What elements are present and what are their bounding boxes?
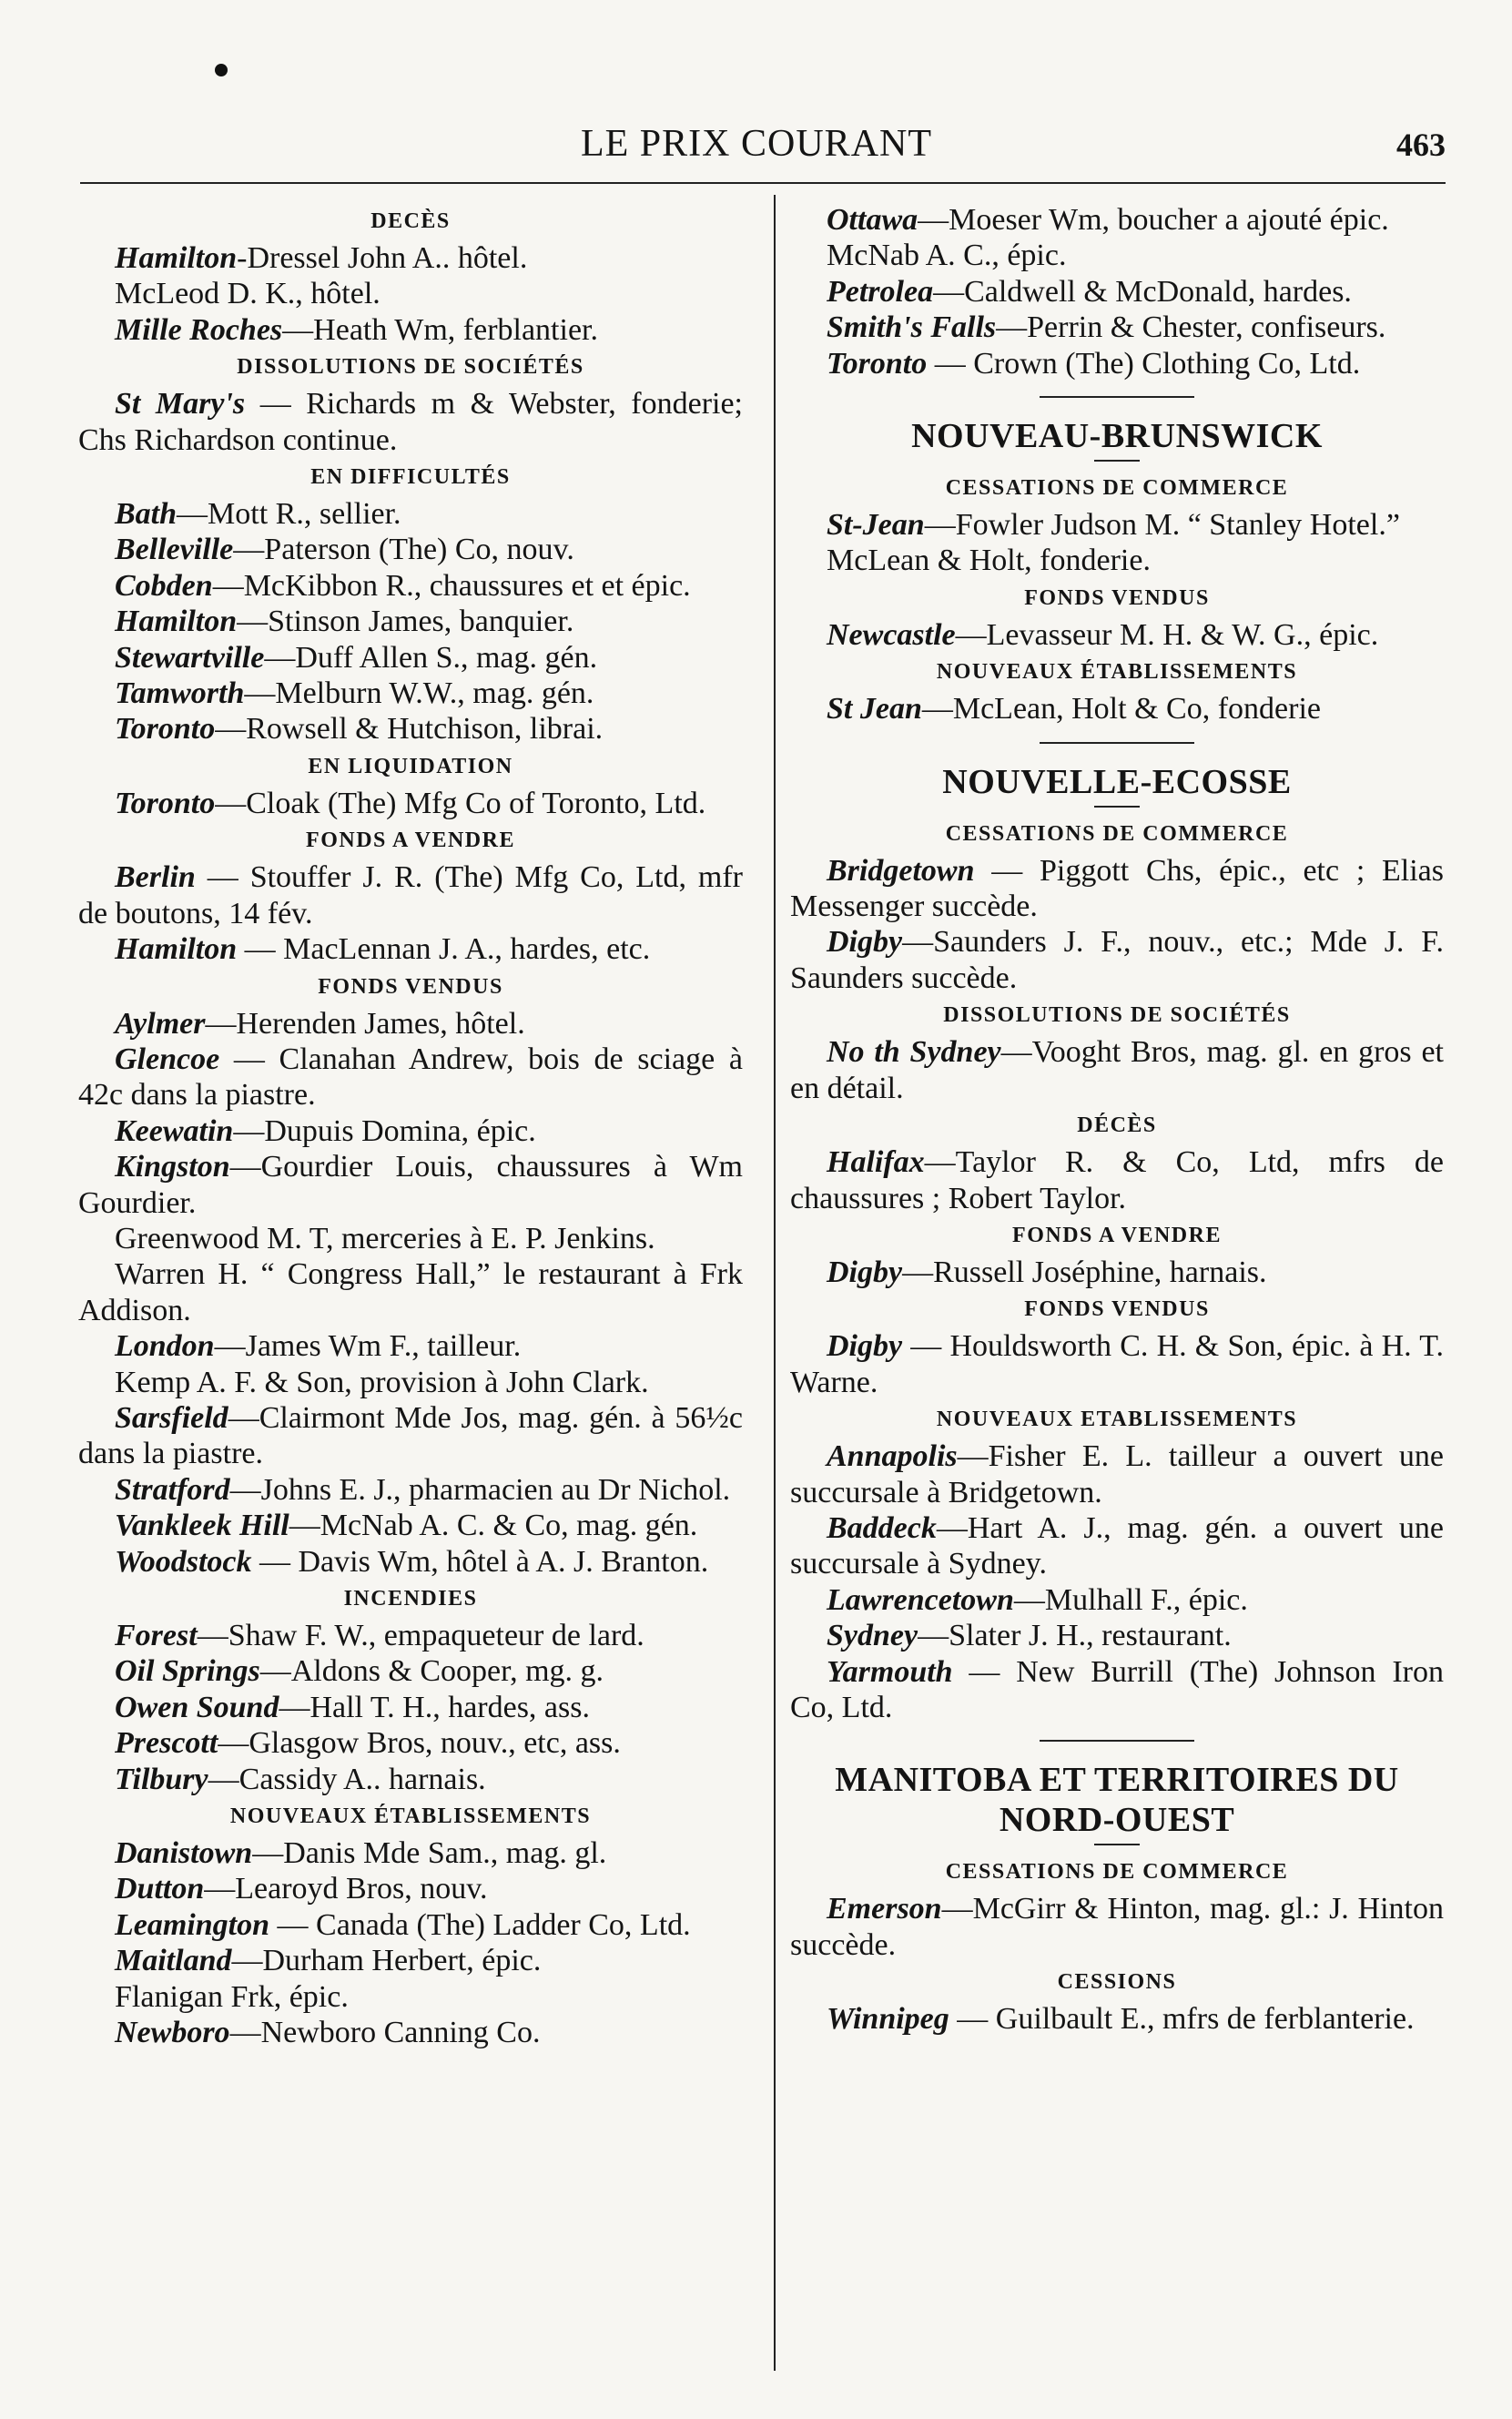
notice-entry — [78, 1871, 743, 1906]
ink-dot — [215, 64, 228, 76]
place-name: St-Jean — [827, 508, 925, 543]
notice-text: —McNab A. C. & Co, mag. gén. — [289, 1509, 698, 1543]
place-name: Halifax — [827, 1145, 925, 1180]
notice-entry — [790, 1255, 1444, 1290]
notice-text: — Crown (The) Clothing Co, Ltd. — [927, 346, 1361, 381]
section-heading: NOUVEAUX ÉTABLISSEMENTS — [936, 660, 1298, 685]
notice-entry — [78, 1653, 743, 1689]
place-name: Digby — [827, 1255, 903, 1289]
notice-entry — [790, 1034, 1444, 1106]
place-name: Tamworth — [115, 676, 245, 711]
notice-text: —Perrin & Chester, confiseurs. — [996, 310, 1386, 345]
place-name: Keewatin — [115, 1113, 234, 1148]
notice-entry — [78, 676, 743, 711]
notice-text: —Mott R., sellier. — [177, 497, 401, 532]
notice-text: —James Wm F., tailleur. — [214, 1329, 522, 1364]
notice-entry — [78, 604, 743, 639]
left-column — [78, 202, 743, 2050]
notice-text: —McGirr & Hinton, mag. gl.: J. Hinton succède. — [790, 1892, 1444, 1962]
section-heading: FONDS VENDUS — [318, 974, 503, 999]
notice-text: —Shaw F. W., empaqueteur de lard. — [197, 1619, 644, 1652]
notice-entry — [78, 711, 743, 747]
notice-entry — [78, 1618, 743, 1653]
place-name: Vankleek Hill — [115, 1509, 289, 1543]
notice-text: — Davis Wm, hôtel à A. J. Branton. — [251, 1544, 709, 1579]
notice-entry — [790, 1438, 1444, 1510]
notice-text: —Mulhall F., épic. — [1013, 1582, 1248, 1617]
notice-text: —Herenden James, hôtel. — [205, 1006, 525, 1041]
section-rule — [1040, 1740, 1194, 1742]
notice-text: —Johns E. J., pharmacien au Dr Nichol. — [229, 1472, 731, 1507]
place-name: Hamilton — [115, 932, 238, 967]
place-name: Baddeck — [827, 1510, 937, 1545]
notice-text: —Learoyd Bros, nouv. — [204, 1872, 488, 1906]
notice-entry — [78, 240, 743, 276]
place-name: Digby — [827, 1329, 903, 1364]
notice-entry — [790, 691, 1444, 727]
section-heading: FONDS VENDUS — [1024, 1297, 1210, 1322]
notice-entry — [790, 1510, 1444, 1582]
notice-text: —Newboro Canning Co. — [229, 2016, 541, 2050]
section-heading: FONDS A VENDRE — [1012, 1223, 1222, 1247]
column-separator — [774, 195, 776, 2371]
notice-text: — New Burrill (The) Johnson Iron Co, Ltd. — [790, 1654, 1444, 1724]
section-heading: FONDS A VENDRE — [306, 828, 515, 853]
notice-entry — [790, 2001, 1444, 2037]
place-name: Maitland — [115, 1944, 232, 1978]
place-name: Bridgetown — [827, 853, 975, 888]
notice-text: —Duff Allen S., mag. gén. — [264, 640, 598, 675]
notice-entry — [78, 1762, 743, 1797]
notice-text: — Guilbault E., mfrs de ferblanterie. — [949, 2002, 1415, 2037]
section-heading: CESSATIONS DE COMMERCE — [945, 476, 1289, 501]
heading-rule — [1094, 806, 1140, 808]
notice-text: —Durham Herbert, épic. — [231, 1944, 542, 1978]
region-heading: MANITOBA ET TERRITOIRES DU NORD-OUEST — [835, 1761, 1399, 1840]
place-name: Prescott — [115, 1726, 218, 1761]
place-name: Newcastle — [827, 617, 956, 652]
notice-entry — [78, 1835, 743, 1871]
notice-entry — [790, 617, 1444, 653]
notice-text: —Paterson (The) Co, nouv. — [233, 533, 574, 567]
place-name: Ottawa — [827, 203, 918, 237]
notice-text: McLean & Holt, fonderie. — [827, 544, 1151, 578]
section-heading: DISSOLUTIONS DE SOCIÉTÉS — [237, 355, 584, 380]
notice-entry — [790, 274, 1444, 310]
notice-entry — [78, 1725, 743, 1761]
notice-text: — Canada (The) Ladder Co, Ltd. — [269, 1907, 691, 1942]
notice-entry — [78, 1113, 743, 1149]
notice-entry — [790, 1891, 1444, 1963]
notice-entry — [790, 202, 1444, 238]
notice-entry — [78, 312, 743, 348]
notice-text: —Levasseur M. H. & W. G., épic. — [955, 617, 1379, 652]
place-name: Annapolis — [827, 1439, 958, 1474]
place-name: St Jean — [827, 692, 922, 727]
place-name: Smith's Falls — [827, 310, 997, 345]
region-heading: NOUVELLE-ECOSSE — [942, 762, 1292, 801]
notice-entry — [78, 276, 743, 311]
notice-text: —Fowler Judson M. “ Stanley Hotel.” — [924, 508, 1400, 543]
place-name: Cobden — [115, 568, 213, 603]
place-name: Bath — [115, 497, 178, 532]
notice-text: —Dupuis Domina, épic. — [233, 1113, 536, 1148]
notice-text: —Gourdier Louis, chaussures à Wm Gourdier. — [78, 1150, 743, 1220]
heading-rule — [1094, 460, 1140, 462]
notice-entry — [790, 1582, 1444, 1618]
place-name: Lawrencetown — [827, 1582, 1014, 1617]
place-name: Stewartville — [115, 640, 265, 675]
notice-text: —Caldwell & McDonald, hardes. — [933, 274, 1352, 309]
notice-entry — [78, 1256, 743, 1328]
place-name: Hamilton — [115, 241, 238, 275]
notice-text: —Melburn W.W., mag. gén. — [244, 676, 594, 711]
place-name: Woodstock — [115, 1544, 252, 1579]
notice-text: — Stouffer J. R. (The) Mfg Co, Ltd, mfr de boutons, 14 fév. — [78, 860, 743, 930]
place-name: Yarmouth — [827, 1654, 953, 1689]
notice-entry — [790, 1328, 1444, 1400]
notice-text: —Aldons & Cooper, mg. g. — [259, 1654, 604, 1689]
notice-text: -Dressel John A.. hôtel. — [237, 241, 528, 275]
page-number: 463 — [1396, 127, 1446, 163]
place-name: Mille Roches — [115, 312, 283, 347]
place-name: Toronto — [115, 786, 216, 820]
notice-text: — Houldsworth C. H. & Son, épic. à H. T. Warne. — [790, 1329, 1444, 1399]
notice-text: —Russell Joséphine, harnais. — [902, 1255, 1267, 1289]
notice-text: —Slater J. H., restaurant. — [918, 1619, 1232, 1653]
place-name: Winnipeg — [827, 2002, 949, 2037]
notice-entry — [790, 507, 1444, 543]
notice-entry — [78, 640, 743, 676]
place-name: Forest — [115, 1619, 198, 1652]
notice-entry — [78, 386, 743, 458]
notice-entry — [78, 496, 743, 532]
place-name: Newboro — [115, 2016, 230, 2050]
notice-entry — [790, 346, 1444, 381]
notice-text: —Danis Mde Sam., mag. gl. — [252, 1836, 607, 1871]
notice-entry — [790, 238, 1444, 273]
notice-text: —Glasgow Bros, nouv., etc, ass. — [218, 1726, 621, 1761]
notice-text: Kemp A. F. & Son, provision à John Clark. — [115, 1365, 649, 1399]
notice-entry — [790, 310, 1444, 345]
section-heading: DECÈS — [370, 209, 451, 233]
heading-rule — [1094, 1844, 1140, 1845]
notice-text: —Cloak (The) Mfg Co of Toronto, Ltd. — [215, 786, 706, 820]
notice-text: —Hall T. H., hardes, ass. — [279, 1690, 590, 1724]
place-name: Dutton — [115, 1872, 205, 1906]
notice-text: —Moeser Wm, boucher a ajouté épic. — [918, 203, 1389, 237]
notice-text: Warren H. “ Congress Hall,” le restaurant à Frk Addison. — [78, 1257, 743, 1327]
notice-text: Greenwood M. T, merceries à E. P. Jenkins. — [115, 1221, 655, 1255]
notice-text: — Clanahan Andrew, bois de sciage à 42c dans la piastre. — [78, 1042, 743, 1113]
notice-entry — [78, 1508, 743, 1543]
section-heading: FONDS VENDUS — [1024, 585, 1210, 610]
section-rule — [1040, 742, 1194, 744]
place-name: Leamington — [115, 1907, 270, 1942]
notice-text: McLeod D. K., hôtel. — [115, 277, 381, 311]
notice-text: —McLean, Holt & Co, fonderie — [921, 692, 1321, 727]
notice-text: —Stinson James, banquier. — [237, 605, 574, 639]
section-heading: CESSIONS — [1057, 1970, 1177, 1995]
notice-entry — [78, 1907, 743, 1943]
notice-text: —Heath Wm, ferblantier. — [282, 312, 598, 347]
place-name: Belleville — [115, 533, 234, 567]
notice-text: —Rowsell & Hutchison, librai. — [215, 712, 604, 747]
notice-text: — Richards m & Webster, fonderie; Chs Richardson continue. — [78, 387, 743, 457]
notice-entry — [78, 1221, 743, 1256]
page-header — [80, 117, 1446, 171]
place-name: Sarsfield — [115, 1400, 228, 1435]
section-heading: NOUVEAUX ÉTABLISSEMENTS — [229, 1804, 592, 1829]
section-heading: EN LIQUIDATION — [308, 754, 513, 778]
notice-entry — [78, 1365, 743, 1400]
section-heading: NOUVEAUX ETABLISSEMENTS — [936, 1408, 1298, 1432]
notice-entry — [790, 924, 1444, 996]
place-name: Petrolea — [827, 274, 934, 309]
place-name: Owen Sound — [115, 1690, 279, 1724]
place-name: St Mary's — [115, 387, 246, 422]
place-name: Danistown — [115, 1836, 253, 1871]
notice-entry — [78, 1042, 743, 1113]
notice-entry — [78, 1690, 743, 1725]
journal-title: LE PRIX COURANT — [581, 123, 933, 165]
notice-entry — [78, 859, 743, 931]
notice-text: — Piggott Chs, épic., etc ; Elias Messenger succède. — [790, 853, 1444, 924]
place-name: No th Sydney — [827, 1035, 1001, 1070]
notice-text: —Taylor R. & Co, Ltd, mfrs de chaussures ; Robert Taylor. — [790, 1145, 1444, 1215]
notice-entry — [78, 2015, 743, 2050]
section-heading: EN DIFFICULTÉS — [310, 465, 511, 490]
header-rule — [80, 182, 1446, 184]
place-name: Berlin — [115, 860, 196, 895]
place-name: Toronto — [115, 712, 216, 747]
notice-text: —Hart A. J., mag. gén. a ouvert une succursale à Sydney. — [790, 1510, 1444, 1581]
notice-entry — [790, 1618, 1444, 1653]
place-name: Hamilton — [115, 605, 238, 639]
notice-text: —McKibbon R., chaussures et et épic. — [212, 568, 691, 603]
notice-text: —Fisher E. L. tailleur a ouvert une succursale à Bridgetown. — [790, 1439, 1444, 1509]
notice-entry — [78, 1400, 743, 1472]
notice-entry — [78, 1544, 743, 1580]
notice-entry — [78, 1472, 743, 1508]
section-heading: DISSOLUTIONS DE SOCIÉTÉS — [943, 1003, 1291, 1028]
notice-text: —Clairmont Mde Jos, mag. gén. à 56½c dans la piastre. — [78, 1400, 743, 1471]
place-name: Emerson — [827, 1892, 942, 1926]
notice-entry — [790, 1144, 1444, 1216]
notice-text: McNab A. C., épic. — [827, 239, 1067, 273]
place-name: Tilbury — [115, 1762, 208, 1796]
notice-entry — [78, 1006, 743, 1042]
notice-entry — [790, 853, 1444, 925]
notice-entry — [790, 543, 1444, 578]
notice-entry — [78, 1979, 743, 2015]
notice-entry — [78, 1328, 743, 1364]
place-name: Sydney — [827, 1619, 918, 1653]
notice-entry — [78, 786, 743, 821]
notice-entry — [78, 568, 743, 604]
place-name: Toronto — [827, 346, 928, 381]
notice-entry — [78, 532, 743, 567]
notice-entry — [78, 1149, 743, 1221]
place-name: Glencoe — [115, 1042, 220, 1076]
section-heading: INCENDIES — [343, 1587, 478, 1611]
right-column — [790, 202, 1444, 2038]
notice-text: —Saunders J. F., nouv., etc.; Mde J. F. Saunders succède. — [790, 925, 1444, 995]
place-name: Kingston — [115, 1150, 230, 1184]
notice-text: Flanigan Frk, épic. — [115, 1979, 349, 2014]
section-heading: CESSATIONS DE COMMERCE — [945, 1860, 1289, 1885]
notice-entry — [78, 1943, 743, 1978]
notice-entry — [790, 1654, 1444, 1726]
place-name: Stratford — [115, 1472, 230, 1507]
place-name: London — [115, 1329, 215, 1364]
region-heading: NOUVEAU-BRUNSWICK — [911, 417, 1323, 456]
place-name: Oil Springs — [115, 1654, 260, 1689]
notice-text: —Cassidy A.. harnais. — [208, 1762, 486, 1796]
section-rule — [1040, 396, 1194, 398]
notice-entry — [78, 931, 743, 967]
place-name: Digby — [827, 925, 903, 960]
section-heading: DÉCÈS — [1077, 1113, 1157, 1138]
notice-text: —Vooght Bros, mag. gl. en gros et en détail. — [790, 1035, 1445, 1105]
notice-text: — MacLennan J. A., hardes, etc. — [237, 932, 651, 967]
section-heading: CESSATIONS DE COMMERCE — [945, 821, 1289, 846]
place-name: Aylmer — [115, 1006, 206, 1041]
